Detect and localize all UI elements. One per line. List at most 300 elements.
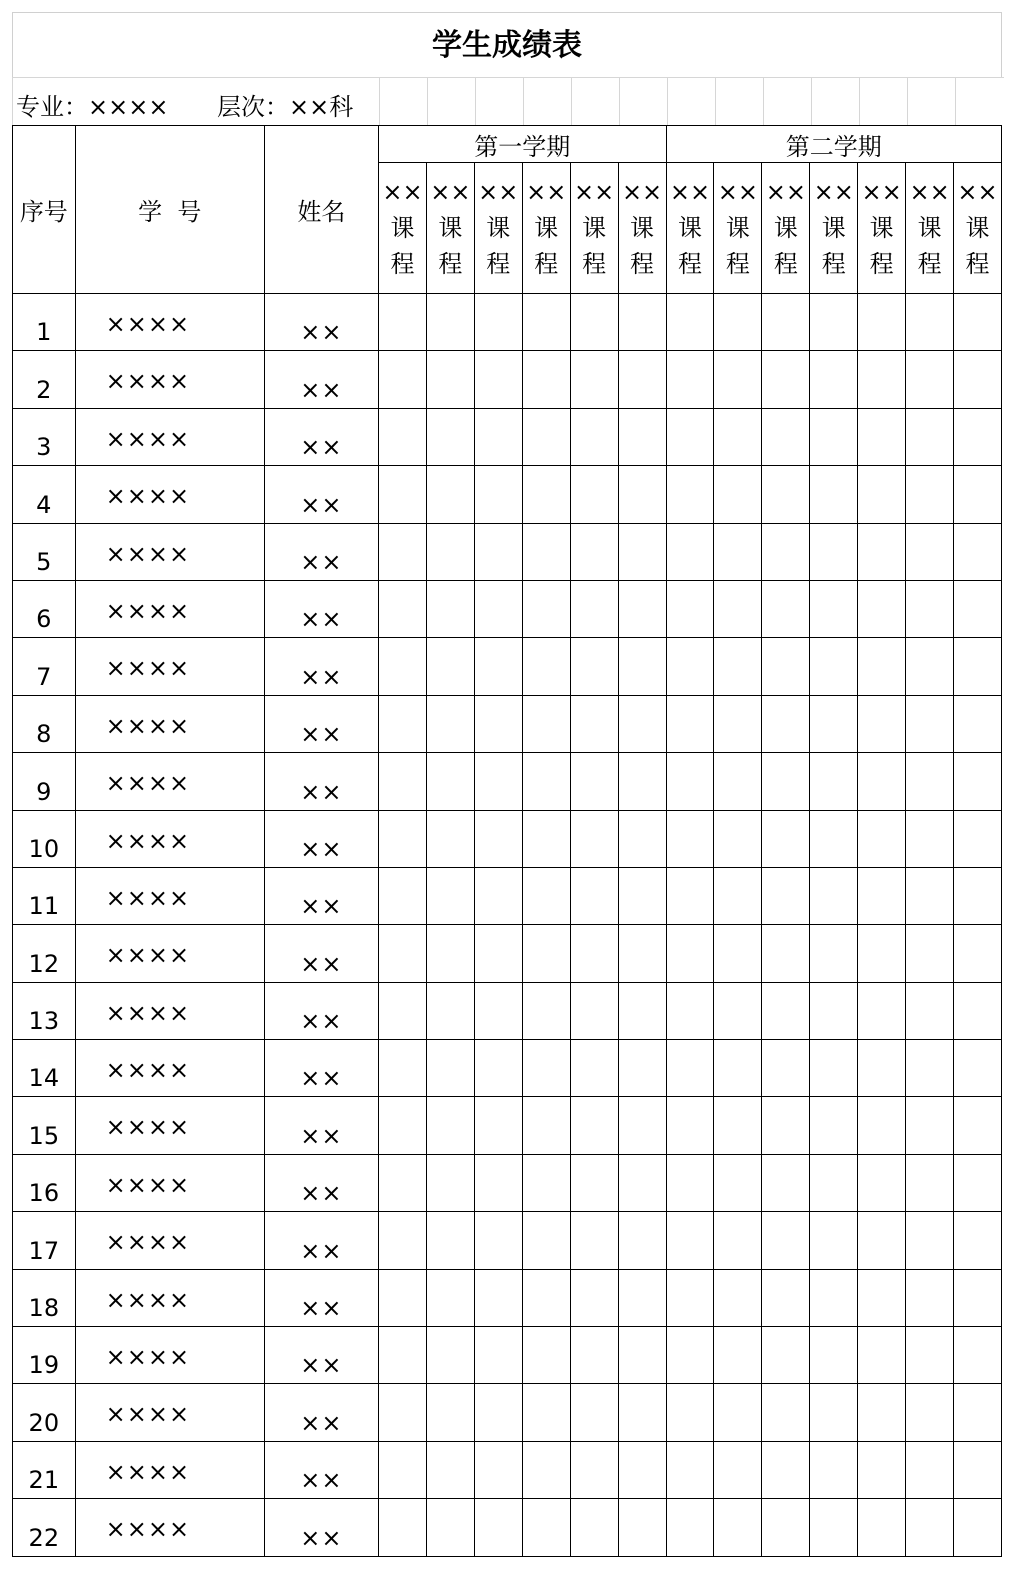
- score-cell[interactable]: [906, 695, 954, 752]
- score-cell[interactable]: [666, 351, 714, 408]
- score-cell[interactable]: [714, 1327, 762, 1384]
- score-cell[interactable]: [810, 925, 858, 982]
- score-cell[interactable]: [714, 810, 762, 867]
- score-cell[interactable]: [570, 1441, 618, 1498]
- score-cell[interactable]: [858, 408, 906, 465]
- score-cell[interactable]: [906, 1499, 954, 1556]
- score-cell[interactable]: [474, 1154, 522, 1211]
- score-cell[interactable]: [762, 638, 810, 695]
- row-student-name: ××: [264, 1269, 378, 1326]
- score-cell[interactable]: [618, 466, 666, 523]
- score-cell[interactable]: [426, 466, 474, 523]
- score-cell[interactable]: [906, 466, 954, 523]
- score-cell[interactable]: [714, 695, 762, 752]
- score-cell[interactable]: [954, 1154, 1002, 1211]
- score-cell[interactable]: [954, 1499, 1002, 1556]
- score-cell[interactable]: [522, 867, 570, 924]
- score-cell[interactable]: [762, 1327, 810, 1384]
- score-cell[interactable]: [378, 1441, 426, 1498]
- score-cell[interactable]: [858, 466, 906, 523]
- score-cell[interactable]: [522, 1327, 570, 1384]
- score-cell[interactable]: [426, 1212, 474, 1269]
- score-cell[interactable]: [954, 695, 1002, 752]
- score-cell[interactable]: [522, 1212, 570, 1269]
- score-cell[interactable]: [858, 1499, 906, 1556]
- score-cell[interactable]: [810, 810, 858, 867]
- score-cell[interactable]: [858, 982, 906, 1039]
- score-cell[interactable]: [666, 466, 714, 523]
- score-cell[interactable]: [762, 925, 810, 982]
- score-cell[interactable]: [570, 1269, 618, 1326]
- score-cell[interactable]: [378, 1269, 426, 1326]
- score-cell[interactable]: [954, 867, 1002, 924]
- score-cell[interactable]: [378, 1097, 426, 1154]
- score-cell[interactable]: [618, 1040, 666, 1097]
- score-cell[interactable]: [906, 638, 954, 695]
- score-cell[interactable]: [666, 695, 714, 752]
- score-cell[interactable]: [378, 466, 426, 523]
- score-cell[interactable]: [426, 1441, 474, 1498]
- score-cell[interactable]: [762, 1097, 810, 1154]
- score-cell[interactable]: [474, 695, 522, 752]
- score-cell[interactable]: [618, 1097, 666, 1154]
- score-cell[interactable]: [954, 982, 1002, 1039]
- score-cell[interactable]: [954, 408, 1002, 465]
- score-cell[interactable]: [474, 867, 522, 924]
- score-cell[interactable]: [426, 925, 474, 982]
- score-cell[interactable]: [714, 1154, 762, 1211]
- score-cell[interactable]: [474, 1040, 522, 1097]
- row-student-id: ××××: [75, 580, 264, 637]
- score-cell[interactable]: [954, 1212, 1002, 1269]
- row-student-id: ××××: [75, 351, 264, 408]
- score-cell[interactable]: [810, 408, 858, 465]
- score-cell[interactable]: [570, 638, 618, 695]
- score-cell[interactable]: [954, 1327, 1002, 1384]
- score-cell[interactable]: [810, 1212, 858, 1269]
- header-course: [378, 163, 426, 294]
- score-cell[interactable]: [810, 695, 858, 752]
- score-cell[interactable]: [858, 1269, 906, 1326]
- score-cell[interactable]: [426, 580, 474, 637]
- score-cell[interactable]: [810, 867, 858, 924]
- score-cell[interactable]: [954, 294, 1002, 351]
- score-cell[interactable]: [810, 1327, 858, 1384]
- score-cell[interactable]: [810, 982, 858, 1039]
- score-cell[interactable]: [426, 294, 474, 351]
- score-cell[interactable]: [954, 351, 1002, 408]
- score-cell[interactable]: [618, 580, 666, 637]
- score-cell[interactable]: [810, 753, 858, 810]
- score-cell[interactable]: [762, 294, 810, 351]
- score-cell[interactable]: [522, 1499, 570, 1556]
- row-student-id: ××××: [75, 1441, 264, 1498]
- score-cell[interactable]: [474, 466, 522, 523]
- row-seq: 10: [13, 810, 76, 867]
- score-cell[interactable]: [666, 1499, 714, 1556]
- score-cell[interactable]: [858, 1327, 906, 1384]
- score-cell[interactable]: [426, 753, 474, 810]
- score-cell[interactable]: [858, 753, 906, 810]
- score-cell[interactable]: [762, 466, 810, 523]
- score-cell[interactable]: [762, 1040, 810, 1097]
- score-cell[interactable]: [570, 408, 618, 465]
- score-cell[interactable]: [714, 294, 762, 351]
- score-cell[interactable]: [906, 580, 954, 637]
- score-cell[interactable]: [378, 408, 426, 465]
- score-cell[interactable]: [906, 1327, 954, 1384]
- course-label-line: 课: [917, 214, 942, 242]
- score-cell[interactable]: [570, 982, 618, 1039]
- score-cell[interactable]: [522, 1269, 570, 1326]
- score-cell[interactable]: [426, 1269, 474, 1326]
- score-cell[interactable]: [906, 925, 954, 982]
- info-grid-cell: [667, 77, 716, 125]
- score-cell[interactable]: [474, 982, 522, 1039]
- score-cell[interactable]: [858, 1212, 906, 1269]
- score-cell[interactable]: [762, 408, 810, 465]
- score-cell[interactable]: [906, 1269, 954, 1326]
- score-cell[interactable]: [522, 466, 570, 523]
- score-cell[interactable]: [666, 1327, 714, 1384]
- score-cell[interactable]: [522, 1384, 570, 1441]
- score-cell[interactable]: [522, 810, 570, 867]
- score-cell[interactable]: [714, 867, 762, 924]
- score-cell[interactable]: [906, 351, 954, 408]
- table-row: [13, 695, 1002, 752]
- score-cell[interactable]: [618, 523, 666, 580]
- score-cell[interactable]: [906, 1097, 954, 1154]
- course-label-line: 课: [630, 214, 655, 242]
- score-cell[interactable]: [378, 925, 426, 982]
- score-cell[interactable]: [522, 580, 570, 637]
- score-cell[interactable]: [858, 810, 906, 867]
- score-cell[interactable]: [474, 1212, 522, 1269]
- score-cell[interactable]: [426, 867, 474, 924]
- score-cell[interactable]: [618, 753, 666, 810]
- score-cell[interactable]: [762, 753, 810, 810]
- score-cell[interactable]: [426, 810, 474, 867]
- score-cell[interactable]: [762, 1269, 810, 1326]
- score-cell[interactable]: [426, 638, 474, 695]
- score-cell[interactable]: [522, 1040, 570, 1097]
- score-cell[interactable]: [858, 523, 906, 580]
- course-label-line: 程: [725, 250, 750, 278]
- score-cell[interactable]: [714, 1097, 762, 1154]
- score-cell[interactable]: [618, 867, 666, 924]
- score-cell[interactable]: [810, 466, 858, 523]
- score-cell[interactable]: [858, 695, 906, 752]
- score-cell[interactable]: [618, 1384, 666, 1441]
- score-cell[interactable]: [954, 1269, 1002, 1326]
- score-cell[interactable]: [858, 1097, 906, 1154]
- score-cell[interactable]: [858, 580, 906, 637]
- score-cell[interactable]: [954, 580, 1002, 637]
- score-cell[interactable]: [810, 1269, 858, 1326]
- score-cell[interactable]: [426, 351, 474, 408]
- score-cell[interactable]: [714, 1384, 762, 1441]
- score-cell[interactable]: [570, 1327, 618, 1384]
- score-cell[interactable]: [714, 1040, 762, 1097]
- score-cell[interactable]: [474, 523, 522, 580]
- score-cell[interactable]: [906, 982, 954, 1039]
- score-cell[interactable]: [378, 810, 426, 867]
- score-cell[interactable]: [954, 466, 1002, 523]
- score-cell[interactable]: [426, 1040, 474, 1097]
- score-cell[interactable]: [618, 1154, 666, 1211]
- score-cell[interactable]: [426, 408, 474, 465]
- score-cell[interactable]: [666, 1384, 714, 1441]
- score-cell[interactable]: [378, 1499, 426, 1556]
- score-cell[interactable]: [378, 1154, 426, 1211]
- score-cell[interactable]: [378, 1384, 426, 1441]
- score-cell[interactable]: [906, 810, 954, 867]
- score-cell[interactable]: [666, 1212, 714, 1269]
- score-cell[interactable]: [858, 1154, 906, 1211]
- score-cell[interactable]: [906, 753, 954, 810]
- score-cell[interactable]: [474, 408, 522, 465]
- score-cell[interactable]: [810, 1154, 858, 1211]
- score-cell[interactable]: [378, 1327, 426, 1384]
- score-cell[interactable]: [906, 408, 954, 465]
- score-cell[interactable]: [954, 925, 1002, 982]
- score-cell[interactable]: [522, 1154, 570, 1211]
- score-cell[interactable]: [618, 982, 666, 1039]
- score-cell[interactable]: [666, 867, 714, 924]
- course-label-line: 课: [677, 214, 702, 242]
- score-cell[interactable]: [954, 1441, 1002, 1498]
- score-cell[interactable]: [762, 351, 810, 408]
- score-cell[interactable]: [474, 294, 522, 351]
- score-cell[interactable]: [474, 638, 522, 695]
- score-cell[interactable]: [666, 982, 714, 1039]
- score-cell[interactable]: [762, 1212, 810, 1269]
- score-cell[interactable]: [714, 466, 762, 523]
- score-cell[interactable]: [810, 523, 858, 580]
- score-cell[interactable]: [714, 753, 762, 810]
- score-cell[interactable]: [666, 1154, 714, 1211]
- score-cell[interactable]: [906, 867, 954, 924]
- score-cell[interactable]: [666, 925, 714, 982]
- score-cell[interactable]: [618, 1269, 666, 1326]
- score-cell[interactable]: [762, 1499, 810, 1556]
- score-cell[interactable]: [762, 580, 810, 637]
- score-cell[interactable]: [954, 810, 1002, 867]
- score-cell[interactable]: [426, 1154, 474, 1211]
- score-cell[interactable]: [906, 523, 954, 580]
- score-cell[interactable]: [570, 580, 618, 637]
- score-cell[interactable]: [666, 1097, 714, 1154]
- score-cell[interactable]: [570, 294, 618, 351]
- score-cell[interactable]: [570, 925, 618, 982]
- score-cell[interactable]: [522, 294, 570, 351]
- score-cell[interactable]: [954, 523, 1002, 580]
- score-cell[interactable]: [666, 753, 714, 810]
- score-cell[interactable]: [426, 695, 474, 752]
- score-cell[interactable]: [378, 982, 426, 1039]
- score-cell[interactable]: [570, 867, 618, 924]
- score-cell[interactable]: [666, 408, 714, 465]
- score-cell[interactable]: [378, 1040, 426, 1097]
- score-cell[interactable]: [522, 638, 570, 695]
- score-cell[interactable]: [714, 408, 762, 465]
- score-cell[interactable]: [618, 925, 666, 982]
- score-cell[interactable]: [762, 1154, 810, 1211]
- score-cell[interactable]: [810, 580, 858, 637]
- score-cell[interactable]: [618, 408, 666, 465]
- row-seq: 9: [13, 753, 76, 810]
- score-cell[interactable]: [378, 580, 426, 637]
- score-cell[interactable]: [858, 1040, 906, 1097]
- score-cell[interactable]: [474, 1097, 522, 1154]
- score-cell[interactable]: [666, 1040, 714, 1097]
- score-cell[interactable]: [762, 1384, 810, 1441]
- score-cell[interactable]: [522, 925, 570, 982]
- score-cell[interactable]: [522, 351, 570, 408]
- score-cell[interactable]: [474, 810, 522, 867]
- score-cell[interactable]: [762, 523, 810, 580]
- score-cell[interactable]: [570, 351, 618, 408]
- score-cell[interactable]: [474, 753, 522, 810]
- score-cell[interactable]: [522, 408, 570, 465]
- score-cell[interactable]: [858, 867, 906, 924]
- score-cell[interactable]: [906, 1384, 954, 1441]
- score-cell[interactable]: [762, 1441, 810, 1498]
- score-cell[interactable]: [474, 351, 522, 408]
- score-cell[interactable]: [666, 1269, 714, 1326]
- score-cell[interactable]: [378, 695, 426, 752]
- score-cell[interactable]: [810, 1040, 858, 1097]
- score-cell[interactable]: [858, 351, 906, 408]
- score-cell[interactable]: [906, 294, 954, 351]
- score-cell[interactable]: [570, 1499, 618, 1556]
- score-cell[interactable]: [954, 638, 1002, 695]
- score-cell[interactable]: [618, 695, 666, 752]
- score-cell[interactable]: [570, 1097, 618, 1154]
- score-cell[interactable]: [618, 294, 666, 351]
- score-cell[interactable]: [618, 351, 666, 408]
- score-cell[interactable]: [666, 580, 714, 637]
- score-cell[interactable]: [954, 753, 1002, 810]
- score-cell[interactable]: [810, 351, 858, 408]
- score-cell[interactable]: [378, 351, 426, 408]
- score-cell[interactable]: [762, 695, 810, 752]
- score-cell[interactable]: [906, 1154, 954, 1211]
- score-cell[interactable]: [474, 1327, 522, 1384]
- score-cell[interactable]: [378, 638, 426, 695]
- score-cell[interactable]: [954, 1097, 1002, 1154]
- score-cell[interactable]: [810, 1384, 858, 1441]
- score-cell[interactable]: [714, 523, 762, 580]
- score-cell[interactable]: [522, 982, 570, 1039]
- score-cell[interactable]: [426, 1097, 474, 1154]
- score-cell[interactable]: [570, 1384, 618, 1441]
- score-cell[interactable]: [426, 523, 474, 580]
- score-cell[interactable]: [810, 638, 858, 695]
- row-student-id: ××××: [75, 753, 264, 810]
- score-cell[interactable]: [858, 638, 906, 695]
- score-cell[interactable]: [762, 982, 810, 1039]
- score-cell[interactable]: [570, 1040, 618, 1097]
- score-cell[interactable]: [906, 1040, 954, 1097]
- score-cell[interactable]: [522, 1441, 570, 1498]
- score-cell[interactable]: [618, 638, 666, 695]
- score-cell[interactable]: [522, 753, 570, 810]
- score-cell[interactable]: [522, 523, 570, 580]
- score-cell[interactable]: [426, 1384, 474, 1441]
- score-cell[interactable]: [570, 810, 618, 867]
- score-cell[interactable]: [426, 982, 474, 1039]
- score-cell[interactable]: [714, 1212, 762, 1269]
- score-cell[interactable]: [810, 294, 858, 351]
- score-cell[interactable]: [858, 1441, 906, 1498]
- score-cell[interactable]: [666, 294, 714, 351]
- score-cell[interactable]: [474, 1499, 522, 1556]
- score-cell[interactable]: [474, 925, 522, 982]
- score-cell[interactable]: [570, 1212, 618, 1269]
- score-cell[interactable]: [570, 466, 618, 523]
- score-cell[interactable]: [378, 523, 426, 580]
- score-cell[interactable]: [714, 351, 762, 408]
- score-cell[interactable]: [954, 1040, 1002, 1097]
- score-cell[interactable]: [570, 523, 618, 580]
- score-cell[interactable]: [474, 1269, 522, 1326]
- score-cell[interactable]: [858, 294, 906, 351]
- score-cell[interactable]: [474, 1384, 522, 1441]
- score-cell[interactable]: [426, 1499, 474, 1556]
- score-cell[interactable]: [522, 695, 570, 752]
- score-cell[interactable]: [954, 1384, 1002, 1441]
- score-cell[interactable]: [762, 867, 810, 924]
- score-cell[interactable]: [906, 1441, 954, 1498]
- score-cell[interactable]: [618, 1212, 666, 1269]
- score-cell[interactable]: [618, 1499, 666, 1556]
- score-cell[interactable]: [810, 1441, 858, 1498]
- score-cell[interactable]: [618, 1441, 666, 1498]
- score-cell[interactable]: [714, 638, 762, 695]
- score-cell[interactable]: [618, 810, 666, 867]
- score-cell[interactable]: [426, 1327, 474, 1384]
- score-cell[interactable]: [810, 1097, 858, 1154]
- score-cell[interactable]: [522, 1097, 570, 1154]
- score-cell[interactable]: [714, 1269, 762, 1326]
- score-cell[interactable]: [378, 1212, 426, 1269]
- score-cell[interactable]: [858, 1384, 906, 1441]
- score-cell[interactable]: [714, 580, 762, 637]
- score-cell[interactable]: [570, 695, 618, 752]
- score-cell[interactable]: [666, 523, 714, 580]
- score-cell[interactable]: [858, 925, 906, 982]
- score-cell[interactable]: [810, 1499, 858, 1556]
- score-cell[interactable]: [666, 1441, 714, 1498]
- score-cell[interactable]: [474, 1441, 522, 1498]
- score-cell[interactable]: [666, 638, 714, 695]
- score-cell[interactable]: [666, 810, 714, 867]
- score-cell[interactable]: [378, 753, 426, 810]
- score-cell[interactable]: [714, 1499, 762, 1556]
- score-cell[interactable]: [714, 925, 762, 982]
- score-cell[interactable]: [714, 982, 762, 1039]
- score-cell[interactable]: [762, 810, 810, 867]
- score-cell[interactable]: [378, 294, 426, 351]
- score-cell[interactable]: [474, 580, 522, 637]
- score-cell[interactable]: [906, 1212, 954, 1269]
- score-cell[interactable]: [570, 753, 618, 810]
- score-cell[interactable]: [714, 1441, 762, 1498]
- score-cell[interactable]: [618, 1327, 666, 1384]
- score-cell[interactable]: [378, 867, 426, 924]
- score-cell[interactable]: [570, 1154, 618, 1211]
